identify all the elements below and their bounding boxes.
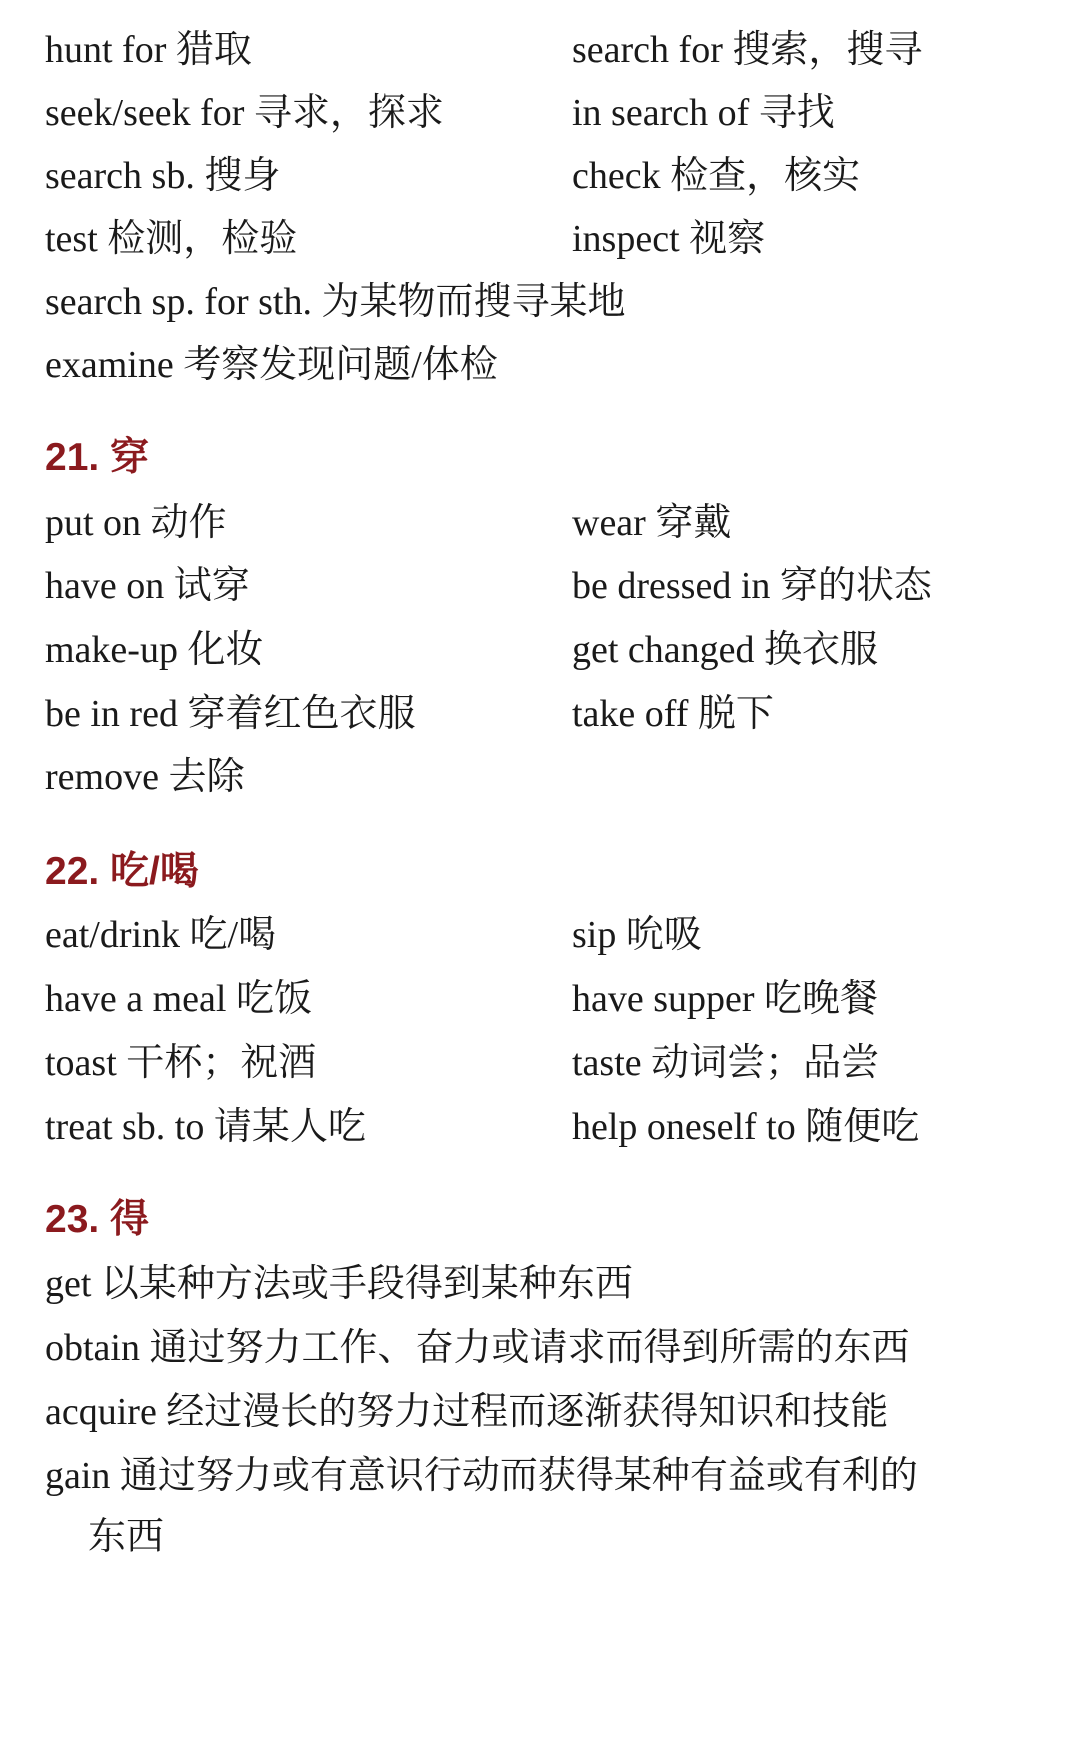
section-heading: 23. 得 (45, 1198, 150, 1241)
vocab-row (45, 272, 1055, 332)
vocab-row (45, 905, 1055, 965)
vocab-entry: seek/seek for 寻求，探求 (45, 92, 444, 134)
vocab-entry: search sp. for sth. 为某物而搜寻某地 (45, 281, 626, 323)
vocab-entry: remove 去除 (45, 756, 245, 798)
vocab-entry: obtain 通过努力工作、奋力或请求而得到所需的东西 (45, 1327, 910, 1369)
vocab-entry: in search of 寻找 (572, 92, 835, 134)
vocab-row (45, 556, 1055, 616)
vocab-entry: wear 穿戴 (572, 502, 732, 544)
vocab-row (45, 1033, 1055, 1093)
section-heading: 21. 穿 (45, 436, 150, 479)
vocab-entry: taste 动词尝；品尝 (572, 1042, 880, 1084)
vocab-entry: have on 试穿 (45, 565, 250, 607)
vocab-entry: take off 脱下 (572, 693, 774, 735)
section-heading: 22. 吃/喝 (45, 850, 199, 893)
vocab-row (45, 209, 1055, 269)
vocab-entry: have supper 吃晚餐 (572, 978, 879, 1020)
vocab-entry: test 检测，检验 (45, 218, 298, 260)
vocab-entry: get changed 换衣服 (572, 629, 879, 671)
vocab-row (45, 146, 1055, 206)
vocab-row (45, 969, 1055, 1029)
vocab-entry: acquire 经过漫长的努力过程而逐渐获得知识和技能 (45, 1391, 889, 1433)
vocab-entry: search for 搜索，搜寻 (572, 29, 923, 71)
vocab-entry: gain 通过努力或有意识行动而获得某种有益或有利的 (45, 1455, 918, 1497)
vocab-entry: get 以某种方法或手段得到某种东西 (45, 1263, 633, 1305)
vocab-entry: have a meal 吃饭 (45, 978, 312, 1020)
vocab-entry-continuation: 东西 (88, 1516, 165, 1558)
vocab-row (45, 335, 1055, 395)
vocab-entry: check 检查，核实 (572, 155, 861, 197)
vocab-row (45, 1254, 1055, 1314)
vocab-row (45, 684, 1055, 744)
vocab-entry: search sb. 搜身 (45, 155, 281, 197)
vocab-entry: inspect 视察 (572, 218, 766, 260)
vocab-row (45, 493, 1055, 553)
vocab-row (45, 1097, 1055, 1157)
vocab-row (45, 20, 1055, 80)
vocab-entry: be dressed in 穿的状态 (572, 565, 932, 607)
vocab-row (45, 1382, 1055, 1442)
vocab-row (45, 1318, 1055, 1378)
vocab-entry: put on 动作 (45, 502, 227, 544)
vocab-entry: treat sb. to 请某人吃 (45, 1106, 366, 1148)
vocab-entry: be in red 穿着红色衣服 (45, 693, 416, 735)
vocab-entry: make-up 化妆 (45, 629, 264, 671)
vocab-entry: toast 干杯；祝酒 (45, 1042, 317, 1084)
vocab-row (45, 620, 1055, 680)
vocab-row (45, 1446, 1055, 1506)
vocab-row (45, 747, 1055, 807)
vocab-row (45, 83, 1055, 143)
vocab-entry: examine 考察发现问题/体检 (45, 344, 498, 386)
vocab-entry: hunt for 猎取 (45, 29, 252, 71)
vocab-entry: eat/drink 吃/喝 (45, 914, 277, 956)
vocab-entry: help oneself to 随便吃 (572, 1106, 920, 1148)
vocab-entry: sip 吮吸 (572, 914, 702, 956)
